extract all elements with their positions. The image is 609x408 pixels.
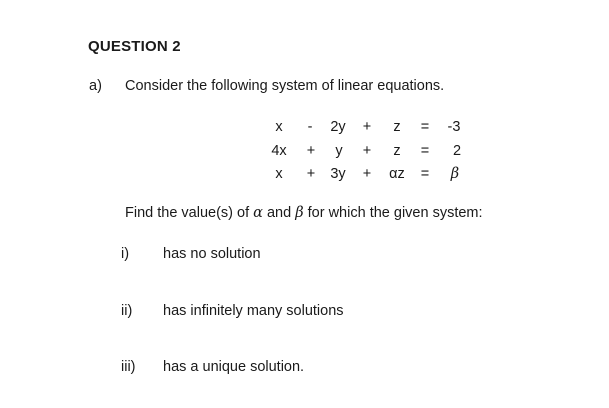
item-2-text: has infinitely many solutions [163, 303, 344, 319]
eq3-rhs: β [450, 166, 460, 182]
prompt-start: Find the value(s) of [125, 205, 250, 221]
prompt-end: for which the given system: [307, 205, 483, 221]
find-prompt [125, 205, 483, 221]
eq2-equals: = [420, 143, 430, 159]
eq2-term-3: z [393, 143, 401, 159]
intro-text: Consider the following system of linear equations. [125, 78, 445, 94]
eq2-term-1: 4x [271, 143, 287, 159]
eq1-op-2: + [362, 119, 372, 135]
eq3-term-2: 3y [330, 166, 346, 182]
eq2-rhs: 2 [452, 143, 462, 159]
eq3-term-1: x [275, 166, 283, 182]
eq3-equals: = [420, 166, 430, 182]
eq1-rhs: -3 [447, 119, 461, 135]
item-1-text: has no solution [163, 246, 261, 262]
eq2-op-2: + [362, 143, 372, 159]
item-2-label: ii) [121, 303, 133, 319]
part-label: a) [89, 78, 102, 94]
eq2-op-1: + [306, 143, 316, 159]
alpha-symbol: α [253, 205, 263, 221]
eq3-term-3: αz [389, 166, 405, 182]
eq1-term-3: z [393, 119, 401, 135]
eq3-op-2: + [362, 166, 372, 182]
eq1-equals: = [420, 119, 430, 135]
item-3-label: iii) [121, 359, 136, 375]
eq2-term-2: y [335, 143, 343, 159]
beta-symbol: β [295, 205, 304, 221]
eq3-op-1: + [306, 166, 316, 182]
item-3-text: has a unique solution. [163, 359, 305, 375]
question-heading: QUESTION 2 [88, 38, 181, 55]
and-word: and [266, 205, 292, 221]
eq1-term-1: x [275, 119, 283, 135]
eq1-op-1: - [307, 119, 313, 135]
eq1-term-2: 2y [330, 119, 346, 135]
item-1-label: i) [121, 246, 130, 262]
